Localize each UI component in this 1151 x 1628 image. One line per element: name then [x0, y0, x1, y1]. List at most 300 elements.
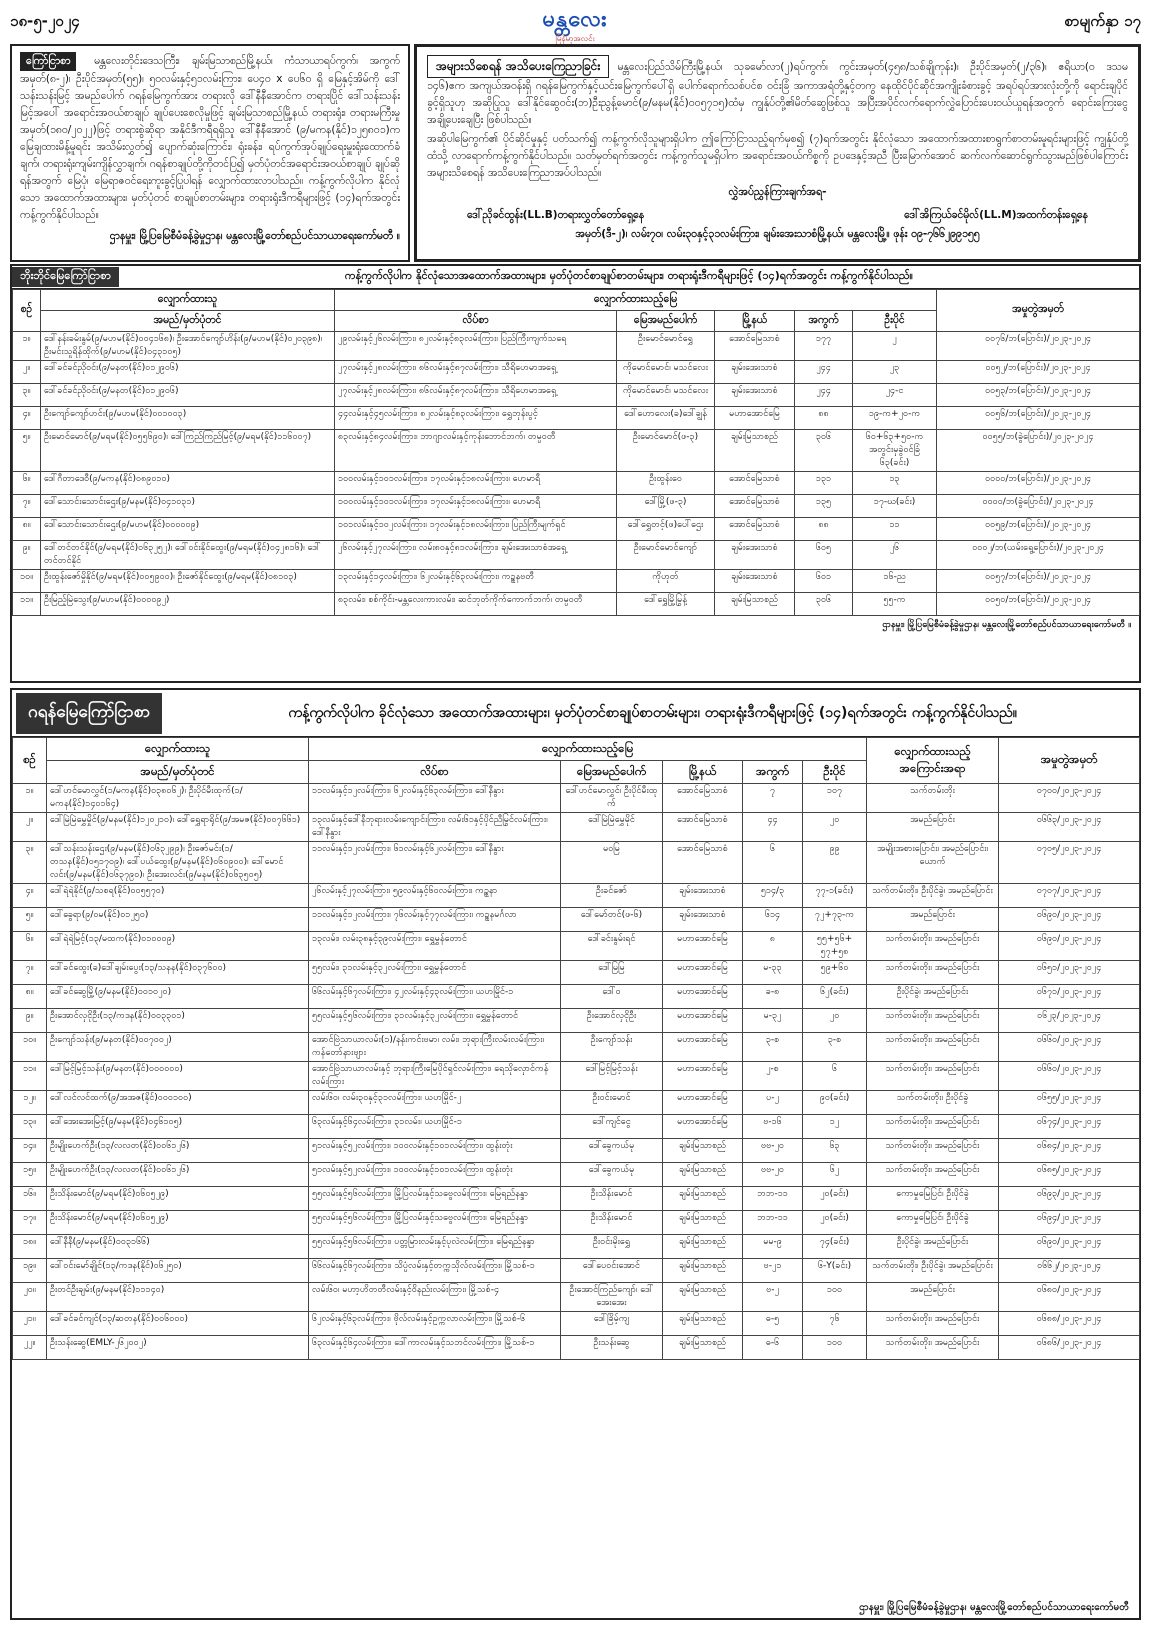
cell-no: ၂။	[13, 813, 47, 842]
cell-name: ဦးမောင်မောင်(၉/မရမ(နိုင်)၀၅၅၆၉၀)၊ ဒေါ်ကြည်ကြည်မြင့်(၉/မရမ(နိုင်)၁၁၆၀၀၇)	[41, 430, 335, 472]
cell-address: အောင်ဗြဲသာယာလမ်း(၁)/နန်းကင်းဗမာ၊ လမ်း၊ ဘုရားကြီးလမ်းလမ်းကြား၊ ကန်တော်နားဗျား	[309, 1033, 561, 1062]
cell-owner: ဦးမောင်မောင်ရွှေ	[617, 332, 715, 361]
notice-body: မန္တလေးတိုင်းဒေသကြီး၊ ချမ်းမြသာစည်မြို့နယ်၊ ကံသာယာရပ်ကွက်၊ အကွက်အမှတ်(၈-၂)၊ ဦးပိုင်အမှတ်(၅၅)၊ ၅၀လမ်းနှင့်၅၁လမ်းကြား၊ ပေ၄၀ x ပေ၆၀ ရှိ မြေနှင့်အိမ်ကို ဒေါ်သန်းသန်းမြင့် အမည်ပေါက် ဂရန်မြေကွက်အား တရားလို ဒေါ်နီနီအောင်က တရားပြိုင် ဒေါ်သန်းသန်းမြင့်အပေါ် အရောင်းအဝယ်စာချုပ် ချုပ်ပေးစေလိုမှုဖြင့် ချမ်းမြသာစည်မြို့နယ် တရားရုံး၊ တရားမကြီးမှုအမှတ်(၁၈၀/၂၀၂၂)ဖြင့် တရားစွဲဆိုရာ အနိုင်ဒီကရီရရှိသူ ဒေါ်နီနီအောင် (၉/မကန(နိုင်)၁၂၅၈၀၁)က မြေချထားမိန့်မူရင်း အသိမ်းလွှတ်၍ ပျောက်ဆုံးကြောင်း၊ ရုံးခန်း၊ ရပ်ကွက်အုပ်ချုပ်ရေးမှူးရုံးထောက်ခံချက်၊ တရားရုံးကျမ်းကျိန်လွှာချက်၊ ဂရန်စာချုပ်တို့ကိုတင်ပြ၍ မှတ်ပုံတင်အရောင်းအဝယ်စာချုပ် ချုပ်ဆိုရန်အတွက် မြေပုံ၊ မြေရာဇဝင်ရေးကူးခွင့်ပြုပါရန် လျှောက်ထားလာပါသည်။ ကန့်ကွက်လိုပါက နိုင်လုံသော အထောက်အထားများ၊ မှတ်ပုံတင် စာချုပ်စာတမ်းများ၊ တရားရုံးဒီကရီများဖြင့် (၁၄)ရက်အတွင်း ကန့်ကွက်နိုင်ပါသည်။	[20, 55, 400, 221]
cell-owner: ဒေါ်ခင်းနွမ်းရင်	[561, 932, 663, 961]
section2-header	[12, 690, 1139, 737]
table-row	[13, 407, 1140, 430]
col-name: အမည်/မှတ်ပုံတင်	[41, 311, 335, 332]
cell-holding: ၅၅-က	[853, 593, 937, 616]
col-address: လိပ်စာ	[335, 311, 617, 332]
cell-block: မ-၃၃	[743, 961, 803, 985]
cell-name: ဒေါ်ခင်ထွေး(ခ)ဒေါ်ချမ်းပွေး(၁၃/သနန(နိုင်)၀၃၇၆၀၀)	[47, 961, 309, 985]
cell-address: ၂၇လမ်းနှင့်၂၈လမ်းကြား၊ ၈၆လမ်းနှင့်၈၇လမ်းကြား၊ သီရိဟေမာအရှေ့	[335, 361, 617, 384]
cell-holding: ၇၂+၇၃-က	[803, 908, 867, 932]
cell-no: ၄။	[13, 884, 47, 908]
cell-ref: ၀၆၈၅/၂၀၂၃-၂၀၂၄	[999, 1163, 1140, 1187]
cell-township: ချမ်းမြသာစည်	[663, 1139, 743, 1163]
cell-ref: ၀၆၉၀/၂၀၂၃-၂၀၂၄	[999, 932, 1140, 961]
cell-no: ၉။	[13, 1009, 47, 1033]
cell-holding: ၆-Y(ခင်း)	[803, 1259, 867, 1283]
cell-owner: ကိုမောင်မောင်၊ မသင်လေး	[617, 384, 715, 407]
cell-reason: သက်တမ်းတိုး၊ အမည်ပြောင်း	[867, 961, 999, 985]
cell-owner: ဦးခင်ဇော်	[561, 884, 663, 908]
cell-address: ၅၁လမ်းနှင့်၅၂လမ်းကြား၊ ၁၀၀လမ်းနှင့်၁၀၁လမ်းကြား၊ ထွန်းတုံး	[309, 1139, 561, 1163]
cell-reason: သက်တမ်းတိုး၊ အမည်ပြောင်း	[867, 1115, 999, 1139]
cell-holding: ၃-စ	[803, 1033, 867, 1062]
table-row	[13, 495, 1140, 518]
table-row	[13, 985, 1140, 1009]
cell-no: ၇။	[13, 961, 47, 985]
cell-reason: သက်တမ်းတိုး၊ အမည်ပြောင်း	[867, 1336, 999, 1360]
cell-holding: ၉၀(ခင်း)	[803, 1091, 867, 1115]
cell-no: ၁၀။	[13, 1033, 47, 1062]
cell-holding: ၂	[853, 332, 937, 361]
lawyer-address: အမှတ်(ဒီ-၂)၊ လမ်း၇၀၊ လမ်း၃၀နှင့်၃၁လမ်းကြား၊ ချမ်းအေးသာစံမြို့နယ်၊ မန္တလေးမြို့။ ဖုန်း ၀၉-၇၆၆၂၉၉၁၅၅	[575, 228, 980, 240]
table-row	[13, 1115, 1140, 1139]
cell-reason: သက်တမ်းတိုး၊ ဦးပိုင်ခွဲ၊ အမည်ပြောင်း	[867, 1259, 999, 1283]
cell-holding: ၂၆	[853, 541, 937, 570]
cell-holding: ၁၃	[853, 472, 937, 495]
cell-holding: ၁၆-ည	[853, 570, 937, 593]
cell-block: ၆၁၄	[743, 908, 803, 932]
col-holding: ဦးပိုင်	[853, 311, 937, 332]
cell-township: မဟာအောင်မြေ	[663, 1115, 743, 1139]
notice-signature: ဌာနမှူး၊ မြို့ပြမြေစီမံခန့်ခွဲမှုဌာန၊ မန္တလေးမြို့တော်စည်ပင်သာယာရေးကော်မတီ ။	[109, 230, 400, 242]
cell-address: ၅၅လမ်းနှင့်၅၆လမ်းကြား၊ ၃၁လမ်းနှင့်၃၂လမ်းကြား၊ ရွှေမွှန်တောင်	[309, 1009, 561, 1033]
cell-ref: ၀၆၆၀/၂၀၂၃-၂၀၂၄	[999, 1062, 1140, 1091]
cell-township: ချမ်းအေးသာစံ	[715, 541, 795, 570]
table-row	[13, 842, 1140, 884]
cell-address: ၆၃လမ်းနှင့်၆၄လမ်းကြား၊ ဒေါ်ကာလမ်းနှင့်သဘင်လမ်းကြား၊ မြို့သစ်-၁	[309, 1336, 561, 1360]
cell-address: ၁၀၀လမ်းနှင့်၁၀၁လမ်းကြား၊ ၁၇လမ်းနှင့်၁၈လမ်းကြား၊ ဟေမာရီ	[335, 472, 617, 495]
grant-land-section	[10, 688, 1141, 1620]
cell-no: ၁၉။	[13, 1259, 47, 1283]
cell-name: ဦးသန်းဆွေ(EMLY-၂၆၂၀၀၂)	[47, 1336, 309, 1360]
cell-reason: သက်တမ်းတိုး၊ အမည်ပြောင်း	[867, 1312, 999, 1336]
cell-holding: ၂၀	[803, 813, 867, 842]
cell-address: ၆၆လမ်းနှင့်၆၇လမ်းကြား၊ ၄၂လမ်းနှင့်၄၃လမ်းကြား၊ ယဟမြိုင်-၁	[309, 985, 561, 1009]
table-row	[13, 1062, 1140, 1091]
cell-township: အောင်မြေသာစံ	[663, 842, 743, 884]
cell-block: ၂၄၄	[795, 384, 853, 407]
cell-name: ဦးကျော်သန်း(၉/မနတ(နိုင်)၀၀၇၀၀၂)	[47, 1033, 309, 1062]
cell-address: ၂၇လမ်းနှင့်၂၈လမ်းကြား၊ ၈၆လမ်းနှင့်၈၇လမ်းကြား၊ သီရိဟေမာအရှေ့	[335, 384, 617, 407]
cell-township: အောင်မြေသာစံ	[663, 813, 743, 842]
cell-address: လမ်း၆၀၊ လမ်း၃၀နှင့်၃၁လမ်းကြား၊ ယဟမြိုင်-၂	[309, 1091, 561, 1115]
section1-message: ကန့်ကွက်လိုပါက နိုင်လုံသောအထောက်အထားများ၊ မှတ်ပုံတင်စာချုပ်စာတမ်းများ၊ တရားရုံးဒီကရီများဖြင့် (၁၄)ရက်အတွင်း ကန့်ကွက်နိုင်ပါသည်။	[344, 269, 913, 282]
cell-block: ၈၈	[795, 407, 853, 430]
cell-address: ၈၃လမ်းနှင့်၈၄လမ်းကြား၊ ဘာဂျာလမ်းနှင့်ကုန်းဘောင်ဘက်၊ တမ္ပဝတီ	[335, 430, 617, 472]
cell-holding: ၁၀၇	[803, 784, 867, 813]
table-row	[13, 1091, 1140, 1115]
cell-township: မဟာအောင်မြေ	[663, 1033, 743, 1062]
col2-name: အမည်/မှတ်ပုံတင်	[47, 761, 309, 784]
cell-township: ချမ်းမြသာစည်	[663, 1187, 743, 1211]
cell-ref: ၀၆၉၀/၂၀၂၃-၂၀၂၄	[999, 908, 1140, 932]
table-row	[13, 1235, 1140, 1259]
cell-address: ၂၆လမ်းနှင့်၂၇လမ်းကြား၊ လမ်း၈၀နှင့်၈၁လမ်းကြား၊ ချမ်းအေးသာစံအရှေ့	[335, 541, 617, 570]
cell-owner: ဦးအောင်လှငိုဦး	[561, 1009, 663, 1033]
cell-name: ဦးထွန်းဇော်မှိုနိုင်(၉/မရမ(နိုင်)၀၀၅၉၀၀)၊ ဦးဇော်နိုင်ထွေး(၉/မရမ(နိုင်)၀၈၁၀၃)	[41, 570, 335, 593]
cell-block: မ-၃၂	[743, 1009, 803, 1033]
cell-block: ၆၀၁	[795, 570, 853, 593]
cell-block: ၆၀၅	[795, 541, 853, 570]
cell-no: ၈။	[13, 518, 41, 541]
cell-holding: ၆၂	[803, 1163, 867, 1187]
cell-ref: ၀၆၈၆/၂၀၂၃-၂၀၂၄	[999, 1336, 1140, 1360]
masthead-logo	[510, 4, 640, 42]
cell-name: ဒေါ်မြင့်မြင့်သန်း(၉/မနတ(နိုင်)၀၀၀၀၀၀)	[47, 1062, 309, 1091]
table-row	[13, 1163, 1140, 1187]
cell-owner: ဦးအောင်ကြည်ကျော်၊ ဒေါ်အေးအေး	[561, 1283, 663, 1312]
table-row	[13, 1033, 1140, 1062]
cell-ref: ၀၇၀၇/၂၀၂၃-၂၀၂၄	[999, 884, 1140, 908]
cell-no: ၁၅။	[13, 1163, 47, 1187]
table-row	[13, 1259, 1140, 1283]
table-row	[13, 1312, 1140, 1336]
cell-block: ၁၃၁	[795, 472, 853, 495]
grant-land-rows	[13, 784, 1140, 1360]
cell-no: ၁၇။	[13, 1211, 47, 1235]
table-row	[13, 1139, 1140, 1163]
cell-name: ဒေါ်ခင်ခင်ကျင်(၁၃/ဆတန(နိုင်)၀၀၆၀၀၀)	[47, 1312, 309, 1336]
col2-owner: မြေအမည်ပေါက်	[561, 761, 663, 784]
section1-source: ဌာနမှူး၊ မြို့ပြမြေစီမံခန့်ခွဲမှုဌာန၊ မန္တလေးမြို့တော်စည်ပင်သာယာရေးကော်မတီ ။	[882, 620, 1131, 630]
cell-no: ၉။	[13, 541, 41, 570]
cell-reason: သက်တမ်းတိုး၊ အမည်ပြောင်း	[867, 932, 999, 961]
cell-block: ၃၀၆	[795, 430, 853, 472]
section1-header	[12, 266, 1139, 289]
col-owner: မြေအမည်ပေါက်	[617, 311, 715, 332]
cell-reason: ဦးပိုင်ခွဲ၊ အမည်ပြောင်း	[867, 1235, 999, 1259]
cell-block: ၈	[743, 932, 803, 961]
cell-address: ၁၃လမ်း၊ လမ်း၃၈နှင့်၃၉လမ်းကြား၊ ရွှေမွှန်တောင်	[309, 932, 561, 961]
cell-no: ၁။	[13, 332, 41, 361]
cell-name: ဒေါ်နန်းခမ်းနွမ်(၉/မဟမ(နိုင်)၀၀၄၁၆၈)၊ ဦးအောင်ကျော်ဟိန်း(၉/မဟမ(နိုင်)၀၂၀၃၉၈)၊ ဦးမင်းသူရိန်ထိုက်(၉/မဟမ(နိုင်)၀၄၃၁၀၅)	[41, 332, 335, 361]
cell-holding: ၆၀+၆၃+၅၀-က အတွင်းမှခွဲဝင်ခြံ ၆၃(ခင်း)	[853, 430, 937, 472]
cell-owner: ဒေါ်မြင့်မြင့်သန်း	[561, 1062, 663, 1091]
cell-township: မဟာအောင်မြေ	[663, 1091, 743, 1115]
cell-address: ၆၂လမ်းနှင့်၆၃လမ်းကြား၊ ဗိုလ်လမ်းနှင့်ဥက္ကလာလမ်းကြား၊ မြို့သစ်-၆	[309, 1312, 561, 1336]
cell-name: ဦးကျော်ကျော်ဟင်း(၉/မဟမ(နိုင်)၀၀၁၀၀၃)	[41, 407, 335, 430]
cell-name: ဦးသိန်းမောင်(၉/မရမ(နိုင်)၀၆၀၅၂၉)	[47, 1187, 309, 1211]
cell-holding: ၁၇-ဃ(ခင်း)	[853, 495, 937, 518]
cell-address: ၅၅လမ်းနှင့်၅၆လမ်းကြား၊ ပတ္တမြားလမ်းနှင့်ပုလဲလမ်းကြား၊ မြေရည်နန္ဒာ	[309, 1235, 561, 1259]
cell-township: မဟာအောင်မြေ	[715, 407, 795, 430]
col-township: မြို့နယ်	[715, 311, 795, 332]
section2-source: ဌာနမှူး၊ မြို့ပြမြေစီမံခန့်ခွဲမှုဌာန၊ မန္တလေးမြို့တော်စည်ပင်သာယာရေးကော်မတီ	[859, 1602, 1129, 1613]
cell-no: ၂။	[13, 361, 41, 384]
cell-owner: ကိုမောင်မောင်၊ မသင်လေး	[617, 361, 715, 384]
section2-message: ကန့်ကွက်လိုပါက ခိုင်လုံသော အထောက်အထားများ၊ မှတ်ပုံတင်စာချုပ်စာတမ်းများ၊ တရားရုံးဒီကရီများဖြင့် (၁၄)ရက်အတွင်း ကန့်ကွက်နိုင်ပါသည်။	[288, 704, 1017, 721]
table-row	[13, 932, 1140, 961]
cell-owner: ဒေါ်ကျင်ငွေ	[561, 1115, 663, 1139]
cell-reason: အမည်ပြောင်း	[867, 1283, 999, 1312]
table-row	[13, 884, 1140, 908]
cell-block: ဗ-၁၆	[743, 1115, 803, 1139]
cell-owner: ဒေါ်မြို့(ဖ-၃)	[617, 495, 715, 518]
cell-owner: ဦးသိန်းမောင်	[561, 1187, 663, 1211]
cell-block: ၁၃၅	[795, 495, 853, 518]
cell-owner: ဦးကျော်သန်း	[561, 1033, 663, 1062]
table-row	[13, 472, 1140, 495]
cell-address: ၁၀၁လမ်းနှင့်၁၀၂လမ်းကြား၊ ၁၇လမ်းနှင့်၁၈လမ်းကြား၊ ပြည်ကြီးမျက်ရှင်	[335, 518, 617, 541]
cell-township: ချမ်းအေးသာစံ	[715, 570, 795, 593]
cell-name: ဒေါ်ဂီတာဒေဝီ(၉/မကန(နိုင်)၀၈၉၀၁၀)	[41, 472, 335, 495]
cell-ref: ၀၆၉၀/၂၀၂၃-၂၀၂၄	[999, 1235, 1140, 1259]
cell-no: ၆။	[13, 472, 41, 495]
cell-reason: သက်တမ်းတိုး၊ အမည်ပြောင်း	[867, 1009, 999, 1033]
lawyer-1: ဒေါ်ညိုခင်ထွန်း(LL.B)တရားလွှတ်တော်ရှေ့နေ	[467, 209, 645, 221]
logo-title: မန္တလေး	[542, 7, 608, 32]
cell-no: ၁၁။	[13, 593, 41, 616]
cell-township: ချမ်းမြသာစည်	[663, 1283, 743, 1312]
cell-block: ၂-စ	[743, 1062, 803, 1091]
cell-name: ဒေါ်တင်တင်နိုင်(၉/မရမ(နိုင်)၀၆၃၂၅၂)၊ ဒေါ်ဝင်းနိုင်ထွေး(၉/မရမ(နိုင်)၀၄၂၈၁၆)၊ ဒေါ်တင်တင်နိုင်	[41, 541, 335, 570]
cell-name: ဒေါ်ခွေရာ(၉/ဝမ(နိုင်)၀၁၂၅၀)	[47, 908, 309, 932]
cell-owner: ဒေါ်ရွှေမြို့မြွန့်	[617, 593, 715, 616]
cell-block: ဓ-၅	[743, 1312, 803, 1336]
cell-name: ဒေါ်သန်းသန်းဌေး(၉/မနမ(နိုင်)၀၆၃၂၉၉)၊ ဦးဇော်မင်း(၁/တသန(နိုင်)၀၅၁၇၀၉)၊ ဒေါ်ပယ်ထွေး(၉/မနမ(နိုင်)၀၆၀၉၀၀)၊ ဒေါ်မောင်လင်း(၉/မနမ(နိုင်)၀၆၃၇၉၀)၊ ဦးအေးလင်း(၉/မနမ(နိုင်)၀၆၃၅၀၅)	[47, 842, 309, 884]
cell-ref: ၀၆၈၄/၂၀၂၃-၂၀၂၄	[999, 1139, 1140, 1163]
cell-no: ၃။	[13, 384, 41, 407]
cell-reason: သက်တမ်းတိုး	[867, 784, 999, 813]
cell-owner: ဒေါ်ခွေကယ်မု	[561, 1163, 663, 1187]
cell-ref: ၀၇၀၀/၂၀၂၃-၂၀၂၄	[999, 784, 1140, 813]
cell-ref: ၀၆၉၃/၂၀၂၃-၂၀၂၄	[999, 1187, 1140, 1211]
cell-owner: ဒေါ်ခွေကယ်မု	[561, 1139, 663, 1163]
col-ref: အမှုတွဲအမှတ်	[937, 290, 1140, 332]
cell-ref: ၀၀၅၉/ဘ(ပြောင်း)/၂၀၂၃-၂၀၂၄	[937, 518, 1140, 541]
cell-holding: ၇၄(ခင်း)	[803, 1235, 867, 1259]
cell-reason: အမျိုးအစားပြောင်း၊ အမည်ပြောင်း၊ ယောက်	[867, 842, 999, 884]
cell-name: ဒေါ်ခင်ခင်ညိုဝင်း(၉/မနတ(နိုင်)၀၁၂၉၀၆)	[41, 384, 335, 407]
cell-ref: ၀၆၆၃/၂၀၂၃-၂၀၂၄	[999, 813, 1140, 842]
cell-block: ၈၈	[795, 518, 853, 541]
cell-address: ၅၅လမ်းနှင့်၅၆လမ်းကြား၊ မြို့ပြလမ်းနှင့်သဗွေလမ်းကြား၊ မြေရည်နန္ဒာ	[309, 1187, 561, 1211]
cell-township: ချမ်းအေးသာစံ	[715, 361, 795, 384]
cell-no: ၁၄။	[13, 1139, 47, 1163]
lawyer-names	[467, 207, 1088, 224]
cell-address: ၁၃လမ်းနှင့်၁၄လမ်းကြား၊ ၆၂လမ်းနှင့်၆၃လမ်းကြား၊ ကဥ္စနဗတီ	[335, 570, 617, 593]
cell-ref: ၀၀၅၇/ဘ(ပြောင်း)/၂၀၂၃-၂၀၂၄	[937, 570, 1140, 593]
cell-holding: ၂၀	[803, 1009, 867, 1033]
cell-owner: ဒေါ်ဟောလေး(ခ)ဒေါ်ချွန်	[617, 407, 715, 430]
cell-ref: ၀၀၅၅/ဘ(ခွဲပြောင်း)/၂၀၂၃-၂၀၂၄	[937, 430, 1140, 472]
cell-owner: ဒေါ်ရွှေတင့်(ဖ)ပေါ်ဌေး	[617, 518, 715, 541]
table-row	[13, 1211, 1140, 1235]
cell-address: ၁၁လမ်းနှင့်၁၂လမ်းကြား၊ ၇၆လမ်းနှင့်၇၇လမ်းကြား၊ ကဥ္စနမင်္ဂလာ	[309, 908, 561, 932]
cell-ref: ၀၆၇၁/၂၀၂၃-၂၀၂၄	[999, 985, 1140, 1009]
cell-no: ၁။	[13, 784, 47, 813]
cell-township: ချမ်းမြသာစည်	[715, 593, 795, 616]
cell-township: အောင်မြေသာစံ	[715, 495, 795, 518]
cell-owner: ဦးမောင်မောင်ကျော်	[617, 541, 715, 570]
cell-block: ၆	[743, 842, 803, 884]
table-row	[13, 332, 1140, 361]
col2-holding: ဦးပိုင်	[803, 761, 867, 784]
cell-block: ၁၇၇	[795, 332, 853, 361]
cell-holding: ၂၀(ခင်း)	[803, 1211, 867, 1235]
cell-owner: ဒေါ်ဝ	[561, 985, 663, 1009]
cell-township: ချမ်းမြသာစည်	[663, 1235, 743, 1259]
cell-owner: မဝမြ	[561, 842, 663, 884]
cell-name: ဒေါ်ခင်ဆွေမြို့(၉/မနမ(နိုင်)၀၀၁၀၂၀)	[47, 985, 309, 1009]
cell-township: မဟာအောင်မြေ	[663, 961, 743, 985]
cell-block: ၇	[743, 784, 803, 813]
cell-block: ဘဘ-၁၁	[743, 1211, 803, 1235]
cell-ref: ၀၆၅၁/၂၀၂၃-၂၀၂၄	[999, 961, 1140, 985]
ancestral-land-table	[12, 289, 1140, 616]
cell-no: ၁၆။	[13, 1187, 47, 1211]
cell-address: ၄၄လမ်းနှင့်၄၅လမ်းကြား၊ ၈၂လမ်းနှင့်၈၃လမ်းကြား၊ ရွှေဘုန်းပွင့်	[335, 407, 617, 430]
cell-holding: ၆	[803, 1062, 867, 1091]
page-number: စာမျက်နှာ ၁၇	[1064, 12, 1141, 30]
cell-ref: ၀၆၉၄/၂၀၂၃-၂၀၂၄	[999, 1211, 1140, 1235]
cell-owner: ဦးသန်းဆွေ	[561, 1336, 663, 1360]
cell-no: ၁၈။	[13, 1235, 47, 1259]
cell-reason: အမည်ပြောင်း	[867, 908, 999, 932]
cell-ref: ၀၀၀၀/ဘ(ပြောင်း)/၂၀၂၃-၂၀၂၄	[937, 472, 1140, 495]
cell-block: ၂၄၄	[795, 361, 853, 384]
cell-owner: ဒေါ်မြမြ	[561, 961, 663, 985]
section2-tag: ဂရန်မြေကြော်ငြာစာ	[16, 693, 162, 734]
cell-no: ၇။	[13, 495, 41, 518]
table-row	[13, 908, 1140, 932]
cell-reason: သက်တမ်းတိုး၊ အမည်ပြောင်း	[867, 1033, 999, 1062]
table-row	[13, 1009, 1140, 1033]
cell-ref: ၀၀၀၀/ဘ(ခွဲပြောင်း)/၂၀၂၃-၂၀၂၄	[937, 495, 1140, 518]
cell-ref: ၀၆၂၃/၂၀၂၃-၂၀၂၄	[999, 1009, 1140, 1033]
cell-no: ၂၂။	[13, 1336, 47, 1360]
cell-holding: ၁၂	[803, 1115, 867, 1139]
announcement-instruction: လွှဲအပ်ညွှန်ကြားချက်အရ-	[728, 186, 827, 198]
cell-owner: ဒေါ်ခြိမ့်ကျ	[561, 1312, 663, 1336]
cell-owner: ဦးဝင်းမောင်	[561, 1091, 663, 1115]
table-row	[13, 430, 1140, 472]
cell-address: ၆၆လမ်းနှင့်၆၇လမ်းကြား၊ သိပ္ပံလမ်းနှင့်တက္ကသိုလ်လမ်းကြား၊ မြို့သစ်-၁	[309, 1259, 561, 1283]
cell-reason: ကောမှုမြေပြင်၊ ဦးပိုင်ခွဲ	[867, 1211, 999, 1235]
cell-address: အောင်ဗြဲသာယာလမ်းနှင့် ဘုရားကြီးမြေပိုင်ရှင်လမ်းကြား၊ ရေသိုလှောင်ကန်လမ်းကြား	[309, 1062, 561, 1091]
cell-ref: ၀၆၆၂/၂၀၂၃-၂၀၂၄	[999, 1259, 1140, 1283]
cell-ref: ၀၀၅၀/ဘ(ပြောင်း)/၂၀၂၃-၂၀၂၄	[937, 593, 1140, 616]
cell-block: ၄၄	[743, 813, 803, 842]
cell-ref: ၀၆၈၀/၂၀၂၃-၂၀၂၄	[999, 1283, 1140, 1312]
cell-name: ဦးမြည့်မြဲသွေး(၉/မဟမ(နိုင်)၀၀၀၀၉၂)	[41, 593, 335, 616]
notice-tag: ကြော်ငြာစာ	[20, 52, 76, 71]
announcement-para1: မန္တလေးပြည်သိမ်ကြီးမြို့နယ်၊ သုခမော်လာ(၂)ရပ်ကွက်၊ ကွင်းအမှတ်(၄၅၈/သစ်ချိုကုန်း)၊ ဦးပိုင်အမှတ်(၂/၃၆)၊ ဧရိယာ(၀ ဒသမ ၁၄၆)ဧက အကျယ်အဝန်းရှိ ဂရန်မြေကွက်နှင့်ယင်းမြေကွက်ပေါ်ရှိ ပေါက်ရောက်သစ်ပင်စ ဝင်းခြံ အကာအရံတို့နှင့်တကွ နေထိုင်ပိုင်ဆိုင်အကျိုးခံစားခွင့် အရပ်ရပ်အားလုံးတို့ကို ရောင်းချပိုင်ခွင့်ရှိသူဟု အဆိုပြုသူ ဒေါ်နိုင်ဆွေဝင်း(ဘ)ဦးညွန့်မောင်(၉/မနမ(နိုင်)၀၀၅၇၁၅)ထံမှ ကျွန်ုပ်တို့၏မိတ်ဆွေဖြစ်သူ အပြီးအပိုင်လက်ရောက်လွှဲပြောင်းပေးဝယ်ယူရန်အတွက် ရောင်းကြေးငွေ အချို့ပေးချေပြီး ဖြစ်ပါသည်။	[427, 61, 1128, 126]
table-row	[13, 518, 1140, 541]
cell-owner: ဦးဝင်းမိုးရွှေ	[561, 1235, 663, 1259]
cell-ref: ၀၆၅၅/၂၀၂၃-၂၀၂၄	[999, 1091, 1140, 1115]
cell-township: ချမ်းမြသာစည်	[715, 430, 795, 472]
cell-name: ဒေါ်ဝင်းမော်ချိုင်(၁၃/ကဒန(နိုင်)၀၆၂၅၀)	[47, 1259, 309, 1283]
grant-land-notice	[10, 44, 410, 262]
cell-holding: ၁၀၀	[803, 1283, 867, 1312]
table-row	[13, 961, 1140, 985]
cell-name: ဦးမျိုးဟေက်ဦး(၁၃/လလတ(နိုင်)၀၀၆၁၂၆)	[47, 1139, 309, 1163]
cell-township: ချမ်းအေးသာစံ	[715, 384, 795, 407]
cell-name: ဦးအောင်လှငိုဦး(၁၃/ကဒန(နိုင်)၀၀၃၃၀၁)	[47, 1009, 309, 1033]
cell-owner: ဦးမောင်မောင်(ဖ-၃)	[617, 430, 715, 472]
cell-block: ဗ-၂၁	[743, 1259, 803, 1283]
table-row	[13, 1283, 1140, 1312]
section1-tag: ဘိုးဘိုင်မြေကြော်ငြာစာ	[12, 267, 119, 287]
cell-block: ၃-စ	[743, 1033, 803, 1062]
cell-owner: ဦးထွန်းဝေ	[617, 472, 715, 495]
cell-reason: သက်တမ်းတိုး၊ အမည်ပြောင်း	[867, 1139, 999, 1163]
cell-holding: ၇၇-၁(ခင်း)	[803, 884, 867, 908]
cell-township: ချမ်းမြသာစည်	[663, 1163, 743, 1187]
col-applicant: လျှောက်ထားသူ	[41, 290, 335, 311]
cell-township: အောင်မြေသာစံ	[715, 518, 795, 541]
cell-ref: ၀၆၇၄/၂၀၂၃-၂၀၂၄	[999, 1115, 1140, 1139]
cell-address: ၆၃လမ်းနှင့်၆၄လမ်းကြား၊ ၃၁လမ်း၊ ယဟမြိုင်-၁	[309, 1115, 561, 1139]
cell-no: ၂၀။	[13, 1283, 47, 1312]
cell-holding: ၂၄-င	[853, 384, 937, 407]
grant-land-table	[12, 737, 1140, 1360]
cell-no: ၁၁။	[13, 1062, 47, 1091]
cell-address: ၂၆လမ်းနှင့်၂၇လမ်းကြား၊ ၅၉လမ်းနှင့်၆၀လမ်းကြား၊ ကဥ္စနာ	[309, 884, 561, 908]
cell-township: မဟာအောင်မြေ	[663, 985, 743, 1009]
col-block: အကွက်	[795, 311, 853, 332]
cell-block: ခ-၈	[743, 985, 803, 1009]
cell-holding: ၅၉+၆၀	[803, 961, 867, 985]
announcement-title: အများသိစေရန် အသိပေးကြေညာခြင်း	[427, 55, 609, 78]
cell-name: ဒေါ်မြဲမြဲမွှေမှိုင်(၉/မနမ(နိုင်)၁၂၀၂၁၀)၊ ဒေါ်ရွှေရာရိုင်(၉/အမဇ(နိုင်)၀၀၇၆၆၁)	[47, 813, 309, 842]
cell-holding: ၁၉-က+၂၀-က	[853, 407, 937, 430]
cell-block: ဗဗ-၂၀	[743, 1139, 803, 1163]
cell-address: ၁၁လမ်းနှင့်၁၂လမ်းကြား၊ ၆၂လမ်းနှင့်၆၃လမ်းကြား၊ ဒေါ်နီနွား	[309, 784, 561, 813]
cell-address: ၅၅လမ်း၊ ၃၁လမ်းနှင့်၃၂လမ်းကြား၊ ရွှေမွှန်တောင်	[309, 961, 561, 985]
cell-no: ၈။	[13, 985, 47, 1009]
cell-holding: ၇၆	[803, 1312, 867, 1336]
cell-address: လမ်း၆၀၊ မဟာ့ဟိတတီလမ်းနှင့်ဝိနည်းလမ်းကြား၊ မြို့သစ်-၄	[309, 1283, 561, 1312]
cell-no: ၁၀။	[13, 570, 41, 593]
col2-block: အကွက်	[743, 761, 803, 784]
cell-name: ဒေါ်သောင်းသောင်းဌေး(၉/မနမ(နိုင်)၀၄၁၀၃၁)	[41, 495, 335, 518]
cell-block: ဗဗ-၂၀	[743, 1163, 803, 1187]
public-announcement	[414, 44, 1141, 262]
cell-ref: ၀၀၀၂/ဘ(ယမ်းရွေ့ပြောင်း)/၂၀၂၃-၂၀၂၄	[937, 541, 1140, 570]
cell-block: ဓ-၆	[743, 1336, 803, 1360]
cell-holding: ၉၉	[803, 842, 867, 884]
cell-township: ချမ်းမြသာစည်	[663, 1259, 743, 1283]
cell-name: ဒေါ်ခင်ခင်ညိုဝင်း(၉/မနတ(နိုင်)၀၁၂၉၀၆)	[41, 361, 335, 384]
cell-block: ဗ-၂	[743, 1283, 803, 1312]
cell-name: ဒေါ်နီနီ(၉/မနမ(နိုင်)၀၀၃၁၆၆)	[47, 1235, 309, 1259]
cell-holding: ၂၃	[853, 361, 937, 384]
col2-no: စဉ်	[13, 738, 47, 784]
page-header	[10, 4, 1141, 44]
cell-block: ၃၀၆	[795, 593, 853, 616]
cell-ref: ၀၀၅၆/ဘ(ပြောင်း)/၂၀၂၃-၂၀၂၄	[937, 407, 1140, 430]
cell-township: ချမ်းအေးသာစံ	[663, 884, 743, 908]
cell-no: ၁၂။	[13, 1091, 47, 1115]
cell-reason: ဦးပိုင်ခွဲ၊ အမည်ပြောင်း	[867, 985, 999, 1009]
cell-name: ဒေါ်အေးအေးမြင့်(၉/မနမ(နိုင်)၀၄၆၁၀၅)	[47, 1115, 309, 1139]
cell-township: မဟာအောင်မြေ	[663, 1009, 743, 1033]
col2-address: လိပ်စာ	[309, 761, 561, 784]
cell-block: ပ-၂	[743, 1091, 803, 1115]
cell-township: ချမ်းမြသာစည်	[663, 1211, 743, 1235]
cell-name: ဦးသိန်းမောင်(၉/မရမ(နိုင်)၀၆၀၅၂၉)	[47, 1211, 309, 1235]
cell-reason: သက်တမ်းတိုး၊ ဦးပိုင်ခွဲ	[867, 1091, 999, 1115]
cell-block: ၅၁၄/၃	[743, 884, 803, 908]
cell-ref: ၀၇၀၅/၂၀၂၃-၂၀၂၄	[999, 842, 1140, 884]
col-land: လျှောက်ထားသည့်မြေ	[335, 290, 937, 311]
cell-address: ၅၁လမ်းနှင့်၅၂လမ်းကြား၊ ၁၀၀လမ်းနှင့်၁၀၁လမ်းကြား၊ ထွန်းတုံး	[309, 1163, 561, 1187]
